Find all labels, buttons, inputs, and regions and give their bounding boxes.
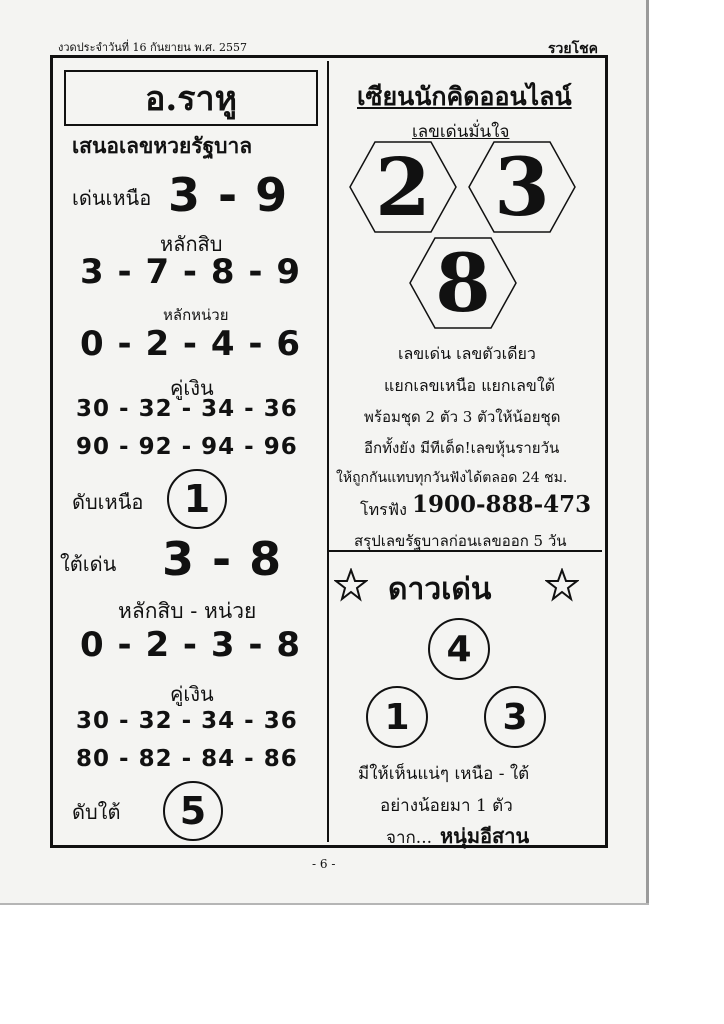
tens-units-label: หลักสิบ - หน่วย bbox=[118, 599, 257, 623]
pairs-row-1: 30 - 32 - 34 - 36 bbox=[76, 396, 298, 422]
phone-number: 1900-888-473 bbox=[412, 491, 592, 518]
star-number-top: 4 bbox=[428, 618, 490, 680]
promo-line-4: อีกทั้งยัง มีทีเด็ด!เลขหุ้นรายวัน bbox=[364, 439, 560, 457]
pairs-row-4: 80 - 82 - 84 - 86 bbox=[76, 746, 298, 772]
tens-digits: 3 - 7 - 8 - 9 bbox=[80, 252, 301, 292]
hex-number-2 bbox=[467, 140, 577, 234]
hex-number-1-text: 2 bbox=[375, 140, 431, 234]
star-icon bbox=[334, 568, 368, 602]
promo-line-3: พร้อมชุด 2 ตัว 3 ตัวให้น้อยชุด bbox=[364, 408, 561, 426]
column-divider bbox=[327, 61, 329, 842]
page-number: - 6 - bbox=[312, 857, 336, 871]
bottom-single-label: ดับใต้ bbox=[72, 800, 121, 824]
issue-date: งวดประจำวันที่ 16 กันยายน พ.ศ. 2557 bbox=[58, 41, 248, 54]
top-number: 3 - 9 bbox=[168, 168, 289, 222]
from-name: หนุ่มอีสาน bbox=[440, 824, 530, 848]
promo-line-1: เลขเด่น เลขตัวเดียว bbox=[398, 344, 536, 363]
top-label: เด่นเหนือ bbox=[72, 186, 152, 210]
star-number-left: 1 bbox=[366, 686, 428, 748]
bottom-label: ใต้เด่น bbox=[60, 552, 117, 576]
pairs-label: คู่เงิน bbox=[170, 376, 214, 400]
phone-label: โทรฟัง bbox=[360, 500, 407, 519]
tens-label: หลักสิบ bbox=[160, 232, 223, 256]
hex-number-1 bbox=[348, 140, 458, 234]
units-digits: 0 - 2 - 4 - 6 bbox=[80, 324, 301, 364]
bottom-number: 3 - 8 bbox=[162, 532, 283, 586]
right-title: เซียนนักคิดออนไลน์ bbox=[357, 82, 572, 111]
top-single-circle: 1 bbox=[167, 469, 227, 529]
star-icon bbox=[545, 568, 579, 602]
hex-number-2-text: 3 bbox=[494, 140, 550, 234]
footer-line-2: อย่างน้อยมา 1 ตัว bbox=[380, 796, 513, 816]
publication-name: รวยโชค bbox=[548, 41, 598, 57]
promo-line-2: แยกเลขเหนือ แยกเลขใต้ bbox=[384, 376, 556, 395]
left-subtitle: เสนอเลขหวยรัฐบาล bbox=[72, 133, 253, 158]
from-label: จาก... bbox=[386, 828, 433, 848]
promo-line-5: ให้ถูกกันแทบทุกวันฟังได้ตลอด 24 ชม. bbox=[336, 470, 568, 486]
pairs-row-2: 90 - 92 - 94 - 96 bbox=[76, 434, 298, 460]
summary-line: สรุปเลขรัฐบาลก่อนเลขออก 5 วัน bbox=[354, 532, 567, 550]
units-label: หลักหน่วย bbox=[163, 306, 229, 324]
right-subtitle: เลขเด่นมั่นใจ bbox=[412, 122, 510, 142]
bottom-single-circle: 5 bbox=[163, 781, 223, 841]
hex-number-3-text: 8 bbox=[435, 236, 491, 330]
hex-number-3 bbox=[408, 236, 518, 330]
page-edge bbox=[646, 0, 649, 905]
pairs-row-3: 30 - 32 - 34 - 36 bbox=[76, 708, 298, 734]
star-number-right: 3 bbox=[484, 686, 546, 748]
footer-line-1: มีให้เห็นแน่ๆ เหนือ - ใต้ bbox=[358, 764, 530, 784]
tens-units-digits: 0 - 2 - 3 - 8 bbox=[80, 625, 301, 665]
page-bottom-edge bbox=[0, 903, 649, 905]
star-title: ดาวเด่น bbox=[388, 572, 492, 607]
left-title: อ.ราหู bbox=[64, 70, 318, 126]
pairs-label-2: คู่เงิน bbox=[170, 682, 214, 706]
top-single-label: ดับเหนือ bbox=[72, 490, 144, 514]
